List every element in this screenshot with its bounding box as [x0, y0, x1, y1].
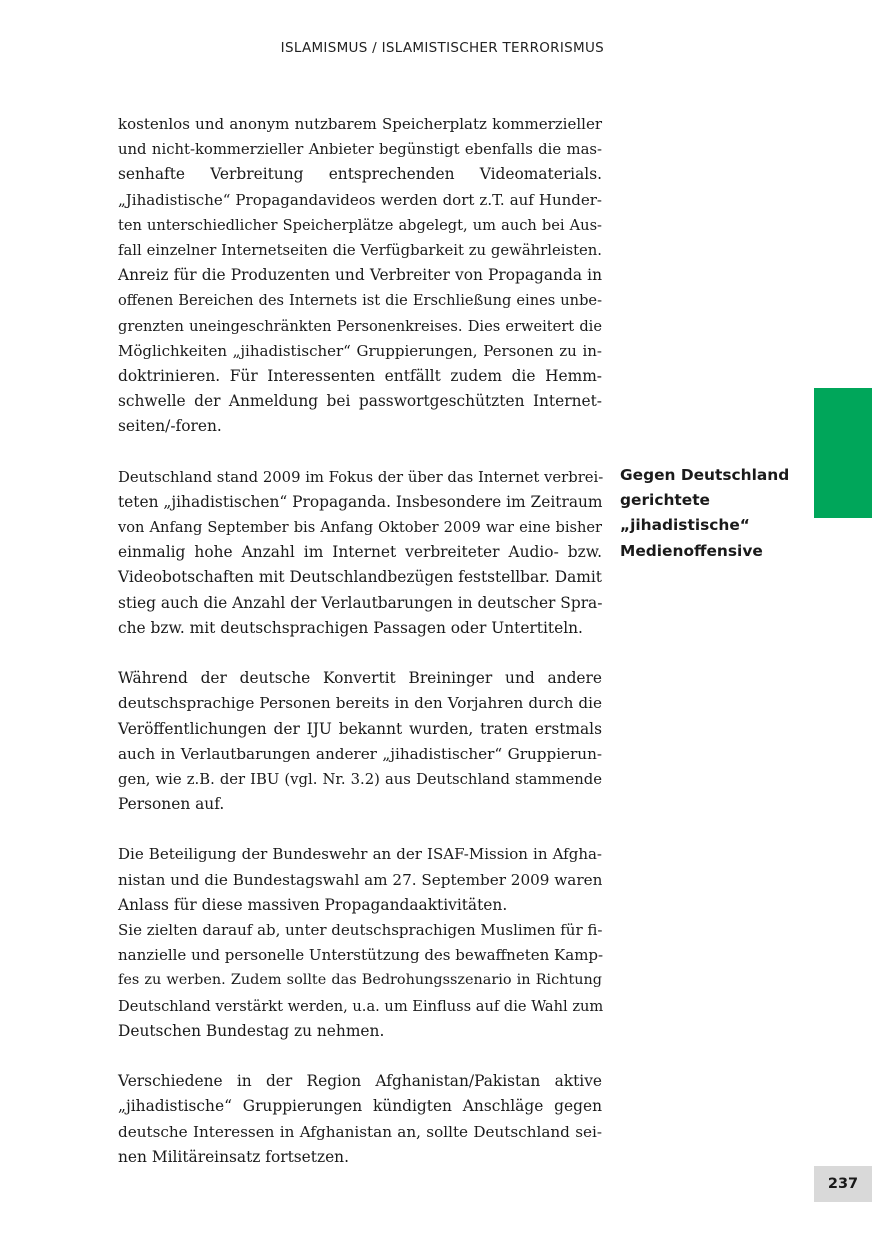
text-line: deutsche Interessen in Afghanistan an, sollte Deutschland sei- — [118, 1122, 602, 1141]
text-line: Deutschen Bundestag zu nehmen. — [118, 1021, 385, 1040]
text-line: Während der deutsche Konvertit Breininger und andere — [118, 669, 602, 688]
paragraph-gap — [118, 641, 602, 666]
text-line: Deutschland verstärkt werden, u.a. um Einfluss auf die Wahl zum — [118, 997, 604, 1015]
text-line: auch in Verlautbarungen anderer „jihadistischer“ Gruppierun- — [118, 744, 602, 763]
paragraph — [118, 842, 602, 1044]
text-line: Möglichkeiten „jihadistischer“ Gruppierungen, Personen zu in- — [118, 341, 602, 360]
text-line: Videobotschaften mit Deutschlandbezügen feststellbar. Damit — [118, 568, 602, 587]
text-line: fes zu werben. Zudem sollte das Bedrohungsszenario in Richtung — [118, 972, 602, 989]
body-text-column — [118, 112, 602, 1170]
margin-heading — [620, 463, 820, 564]
text-line: deutschsprachige Personen bereits in den Vorjahren durch die — [118, 694, 602, 713]
text-line: Anlass für diese massiven Propagandaaktivitäten. — [118, 895, 508, 914]
margin-heading-line: gerichtete — [620, 491, 710, 510]
paragraph-gap — [118, 439, 602, 464]
text-line: von Anfang September bis Anfang Oktober 2009 war eine bisher — [118, 519, 602, 536]
text-line: doktrinieren. Für Interessenten entfällt zudem die Hemm- — [118, 366, 602, 385]
text-line: ten unterschiedlicher Speicherplätze abgelegt, um auch bei Aus- — [118, 216, 602, 234]
text-line: offenen Bereichen des Internets ist die Erschließung eines unbe- — [118, 292, 602, 310]
text-line: Sie zielten darauf ab, unter deutschsprachigen Muslimen für fi- — [118, 921, 603, 939]
text-line: nanzielle und personelle Unterstützung des bewaffneten Kamp- — [118, 946, 604, 965]
text-line: Veröffentlichungen der IJU bekannt wurden, traten erstmals — [118, 719, 602, 738]
text-line: stieg auch die Anzahl der Verlautbarungen in deutscher Spra- — [118, 593, 603, 612]
text-line: Verschiedene in der Region Afghanistan/Pakistan aktive — [118, 1072, 602, 1091]
paragraph-gap — [118, 817, 602, 842]
text-line: und nicht-kommerzieller Anbieter begünstigt ebenfalls die mas- — [118, 141, 602, 159]
text-line: Deutschland stand 2009 im Fokus der über das Internet verbrei- — [118, 468, 604, 486]
text-line: che bzw. mit deutschsprachigen Passagen oder Untertiteln. — [118, 618, 583, 637]
text-line: Die Beteiligung der Bundeswehr an der ISAF-Mission in Afgha- — [118, 845, 602, 864]
paragraph — [118, 1069, 602, 1170]
text-line: fall einzelner Internetseiten die Verfügbarkeit zu gewährleisten. — [118, 241, 602, 259]
text-line: seiten/-foren. — [118, 417, 222, 436]
text-line: teten „jihadistischen“ Propaganda. Insbesondere im Zeitraum — [118, 492, 603, 511]
paragraph — [118, 112, 602, 439]
margin-heading-line: Gegen Deutschland — [620, 466, 790, 484]
text-line: Anreiz für die Produzenten und Verbreiter von Propaganda in — [118, 266, 602, 285]
paragraph — [118, 465, 602, 641]
text-line: „Jihadistische“ Propagandavideos werden dort z.T. auf Hunder- — [118, 190, 602, 209]
text-line: „jihadistische“ Gruppierungen kündigten Anschläge gegen — [118, 1097, 602, 1116]
running-header: ISLAMISMUS / ISLAMISTISCHER TERRORISMUS — [280, 40, 604, 56]
margin-heading-line: „jihadistische“ — [620, 516, 750, 535]
text-line: Personen auf. — [118, 795, 225, 814]
text-line: schwelle der Anmeldung bei passwortgeschützten Internet- — [118, 392, 602, 411]
page-number: 237 — [814, 1166, 872, 1202]
text-line: nen Militäreinsatz fortsetzen. — [118, 1147, 349, 1166]
section-color-tab — [814, 388, 872, 518]
text-line: senhafte Verbreitung entsprechenden Videomaterials. — [118, 165, 602, 184]
text-line: kostenlos und anonym nutzbarem Speicherplatz kommerzieller — [118, 115, 602, 133]
text-line: nistan und die Bundestagswahl am 27. September 2009 waren — [118, 870, 603, 889]
paragraph-gap — [118, 1044, 602, 1069]
text-line: gen, wie z.B. der IBU (vgl. Nr. 3.2) aus Deutschland stammende — [118, 770, 602, 788]
paragraph — [118, 666, 602, 817]
text-line: grenzten uneingeschränkten Personenkreises. Dies erweitert die — [118, 317, 602, 335]
margin-heading-line: Medienoffensive — [620, 541, 763, 560]
text-line: einmalig hohe Anzahl im Internet verbreiteter Audio- bzw. — [118, 543, 602, 562]
